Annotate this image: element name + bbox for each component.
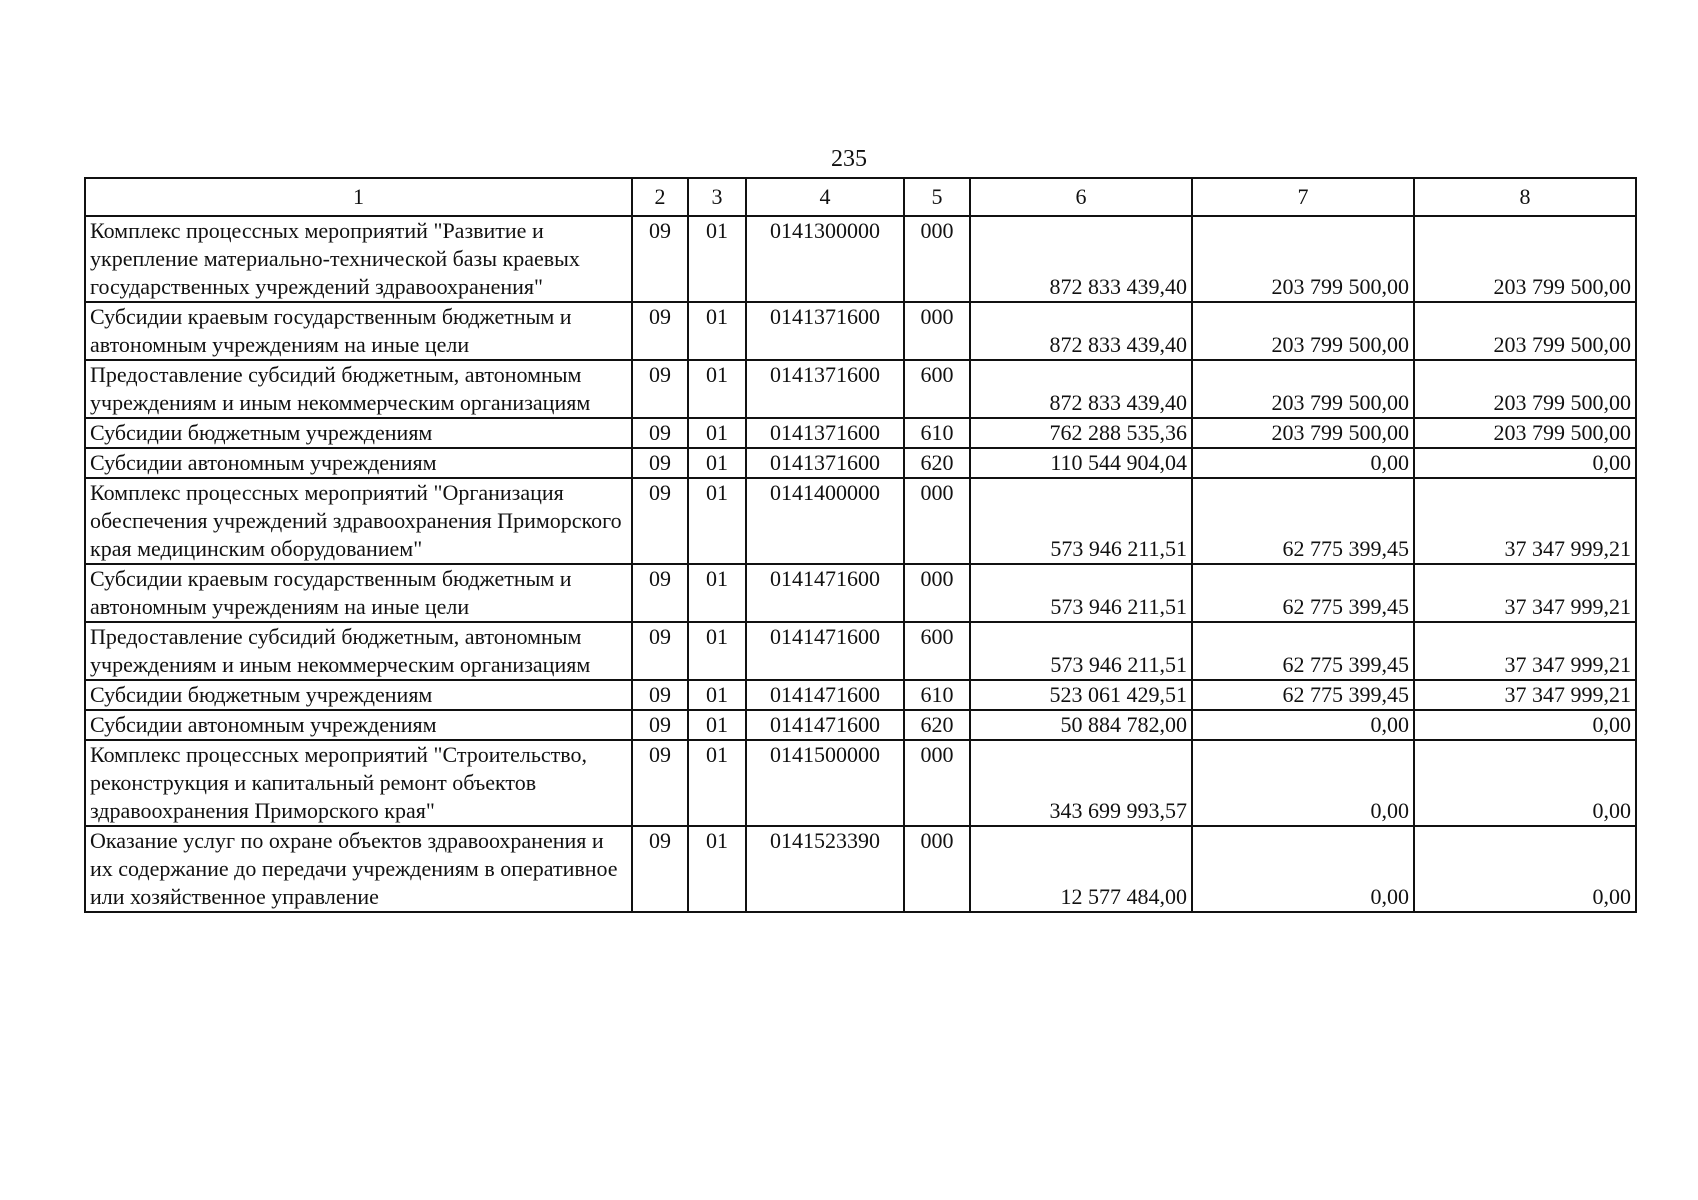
amount-col8: 203 799 500,00 [1414, 216, 1636, 302]
amount-col7: 203 799 500,00 [1192, 418, 1414, 448]
table-row [85, 564, 1636, 622]
expense-type-code: 000 [904, 302, 970, 360]
header-cell: 2 [632, 178, 688, 216]
table-row [85, 710, 1636, 740]
amount-col6: 872 833 439,40 [970, 216, 1192, 302]
table-row [85, 740, 1636, 826]
row-name: Субсидии бюджетным учреждениям [85, 418, 632, 448]
amount-col6: 110 544 904,04 [970, 448, 1192, 478]
amount-col7: 62 775 399,45 [1192, 564, 1414, 622]
amount-col7: 62 775 399,45 [1192, 478, 1414, 564]
header-cell: 5 [904, 178, 970, 216]
target-article-code: 0141371600 [746, 418, 904, 448]
target-article-code: 0141500000 [746, 740, 904, 826]
amount-col6: 872 833 439,40 [970, 302, 1192, 360]
subsection-code: 01 [688, 448, 746, 478]
subsection-code: 01 [688, 360, 746, 418]
target-article-code: 0141471600 [746, 622, 904, 680]
amount-col7: 62 775 399,45 [1192, 680, 1414, 710]
amount-col7: 62 775 399,45 [1192, 622, 1414, 680]
row-name: Субсидии бюджетным учреждениям [85, 680, 632, 710]
subsection-code: 01 [688, 680, 746, 710]
amount-col8: 0,00 [1414, 710, 1636, 740]
amount-col8: 203 799 500,00 [1414, 302, 1636, 360]
section-code: 09 [632, 302, 688, 360]
amount-col7: 0,00 [1192, 448, 1414, 478]
target-article-code: 0141471600 [746, 710, 904, 740]
amount-col6: 523 061 429,51 [970, 680, 1192, 710]
amount-col8: 0,00 [1414, 448, 1636, 478]
target-article-code: 0141400000 [746, 478, 904, 564]
row-name: Оказание услуг по охране объектов здравоохранения и их содержание до передачи учреждениям в оперативное или хозяйственное управление [85, 826, 632, 912]
target-article-code: 0141471600 [746, 564, 904, 622]
row-name: Субсидии краевым государственным бюджетным и автономным учреждениям на иные цели [85, 564, 632, 622]
subsection-code: 01 [688, 564, 746, 622]
row-name: Субсидии краевым государственным бюджетным и автономным учреждениям на иные цели [85, 302, 632, 360]
header-cell: 4 [746, 178, 904, 216]
table-row [85, 216, 1636, 302]
subsection-code: 01 [688, 302, 746, 360]
amount-col6: 12 577 484,00 [970, 826, 1192, 912]
expense-type-code: 610 [904, 680, 970, 710]
amount-col6: 872 833 439,40 [970, 360, 1192, 418]
amount-col8: 37 347 999,21 [1414, 478, 1636, 564]
budget-table [84, 177, 1637, 913]
section-code: 09 [632, 478, 688, 564]
subsection-code: 01 [688, 216, 746, 302]
amount-col8: 203 799 500,00 [1414, 418, 1636, 448]
table-row [85, 302, 1636, 360]
row-name: Предоставление субсидий бюджетным, автономным учреждениям и иным некоммерческим организациям [85, 360, 632, 418]
table-row [85, 478, 1636, 564]
table-row [85, 826, 1636, 912]
subsection-code: 01 [688, 418, 746, 448]
target-article-code: 0141523390 [746, 826, 904, 912]
section-code: 09 [632, 564, 688, 622]
amount-col6: 573 946 211,51 [970, 622, 1192, 680]
section-code: 09 [632, 826, 688, 912]
row-name: Комплекс процессных мероприятий "Развитие и укрепление материально-технической базы краевых государственных учреждений здравоохранения" [85, 216, 632, 302]
amount-col7: 203 799 500,00 [1192, 302, 1414, 360]
expense-type-code: 600 [904, 622, 970, 680]
table-row [85, 448, 1636, 478]
subsection-code: 01 [688, 740, 746, 826]
expense-type-code: 000 [904, 216, 970, 302]
expense-type-code: 610 [904, 418, 970, 448]
table-row [85, 418, 1636, 448]
amount-col7: 0,00 [1192, 710, 1414, 740]
header-cell: 1 [85, 178, 632, 216]
expense-type-code: 620 [904, 448, 970, 478]
expense-type-code: 620 [904, 710, 970, 740]
expense-type-code: 000 [904, 740, 970, 826]
amount-col8: 0,00 [1414, 740, 1636, 826]
amount-col6: 50 884 782,00 [970, 710, 1192, 740]
header-cell: 6 [970, 178, 1192, 216]
table-row [85, 680, 1636, 710]
page-number: 235 [831, 146, 867, 172]
amount-col8: 37 347 999,21 [1414, 680, 1636, 710]
amount-col8: 0,00 [1414, 826, 1636, 912]
row-name: Субсидии автономным учреждениям [85, 710, 632, 740]
table-row [85, 360, 1636, 418]
target-article-code: 0141300000 [746, 216, 904, 302]
subsection-code: 01 [688, 622, 746, 680]
expense-type-code: 000 [904, 478, 970, 564]
header-row [85, 178, 1636, 216]
row-name: Комплекс процессных мероприятий "Организация обеспечения учреждений здравоохранения Приморского края медицинским оборудованием" [85, 478, 632, 564]
expense-type-code: 000 [904, 826, 970, 912]
amount-col7: 0,00 [1192, 740, 1414, 826]
amount-col7: 203 799 500,00 [1192, 360, 1414, 418]
section-code: 09 [632, 360, 688, 418]
amount-col8: 37 347 999,21 [1414, 564, 1636, 622]
target-article-code: 0141371600 [746, 302, 904, 360]
target-article-code: 0141371600 [746, 360, 904, 418]
amount-col6: 573 946 211,51 [970, 478, 1192, 564]
section-code: 09 [632, 710, 688, 740]
header-cell: 7 [1192, 178, 1414, 216]
subsection-code: 01 [688, 826, 746, 912]
amount-col7: 203 799 500,00 [1192, 216, 1414, 302]
section-code: 09 [632, 448, 688, 478]
section-code: 09 [632, 418, 688, 448]
subsection-code: 01 [688, 478, 746, 564]
row-name: Субсидии автономным учреждениям [85, 448, 632, 478]
amount-col7: 0,00 [1192, 826, 1414, 912]
table-row [85, 622, 1636, 680]
amount-col8: 203 799 500,00 [1414, 360, 1636, 418]
target-article-code: 0141371600 [746, 448, 904, 478]
header-cell: 3 [688, 178, 746, 216]
subsection-code: 01 [688, 710, 746, 740]
row-name: Комплекс процессных мероприятий "Строительство, реконструкция и капитальный ремонт объектов здравоохранения Приморского края" [85, 740, 632, 826]
row-name: Предоставление субсидий бюджетным, автономным учреждениям и иным некоммерческим организациям [85, 622, 632, 680]
amount-col6: 762 288 535,36 [970, 418, 1192, 448]
amount-col8: 37 347 999,21 [1414, 622, 1636, 680]
section-code: 09 [632, 216, 688, 302]
amount-col6: 343 699 993,57 [970, 740, 1192, 826]
expense-type-code: 000 [904, 564, 970, 622]
header-cell: 8 [1414, 178, 1636, 216]
section-code: 09 [632, 740, 688, 826]
section-code: 09 [632, 680, 688, 710]
section-code: 09 [632, 622, 688, 680]
amount-col6: 573 946 211,51 [970, 564, 1192, 622]
target-article-code: 0141471600 [746, 680, 904, 710]
expense-type-code: 600 [904, 360, 970, 418]
